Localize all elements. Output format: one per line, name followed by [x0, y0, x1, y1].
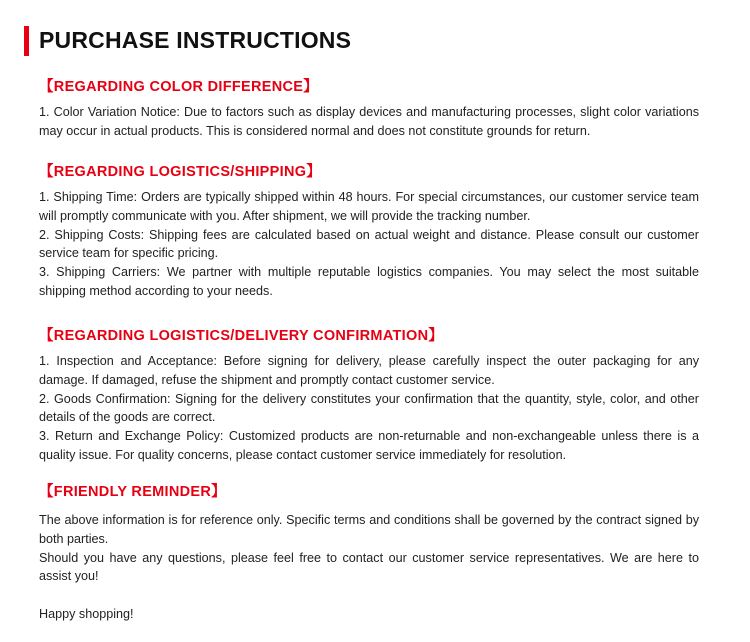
- paragraph: 1. Color Variation Notice: Due to factors such as display devices and manufacturing processes, slight color variations may occur in actual products. This is considered normal and does not constitute grounds for return.: [39, 105, 699, 138]
- section-heading: 【REGARDING LOGISTICS/SHIPPING】: [39, 164, 322, 180]
- title-accent-bar: [24, 26, 29, 56]
- section-color-difference: [39, 75, 699, 141]
- closing-line: Happy shopping!: [39, 607, 134, 622]
- paragraph: 2. Goods Confirmation: Signing for the delivery constitutes your confirmation that the quantity, style, color, and other details of the goods are correct.: [39, 391, 699, 425]
- section-heading: 【REGARDING LOGISTICS/DELIVERY CONFIRMATION】: [39, 328, 444, 344]
- paragraph: 3. Shipping Carriers: We partner with multiple reputable logistics companies. You may select the most suitable shipping method according to your needs.: [39, 265, 699, 298]
- section-heading: 【REGARDING COLOR DIFFERENCE】: [39, 79, 319, 95]
- spacer: [39, 586, 699, 605]
- paragraph: 1. Shipping Time: Orders are typically shipped within 48 hours. For special circumstances, our customer service team will promptly communicate with you. After shipment, we will provide the tracking number.: [39, 190, 699, 223]
- section-friendly-reminder: [39, 480, 699, 624]
- paragraph: The above information is for reference only. Specific terms and conditions shall be governed by the contract signed by both parties.: [39, 513, 699, 546]
- section-delivery-confirmation: [39, 324, 699, 465]
- section-logistics-shipping: [39, 160, 699, 301]
- paragraph: 2. Shipping Costs: Shipping fees are calculated based on actual weight and distance. Please consult our customer service team for specific pricing.: [39, 227, 699, 261]
- paragraph: Should you have any questions, please feel free to contact our customer service representatives. We are here to assist you!: [39, 550, 699, 584]
- paragraph: 1. Inspection and Acceptance: Before signing for delivery, please carefully inspect the outer packaging for any damage. If damaged, refuse the shipment and promptly contact customer service.: [39, 354, 699, 387]
- paragraph: 3. Return and Exchange Policy: Customized products are non-returnable and non-exchangeable unless there is a quality issue. For quality concerns, please contact customer service immediately for resolution.: [39, 429, 699, 462]
- section-heading: 【FRIENDLY REMINDER】: [39, 484, 226, 500]
- page-title: PURCHASE INSTRUCTIONS: [39, 27, 352, 53]
